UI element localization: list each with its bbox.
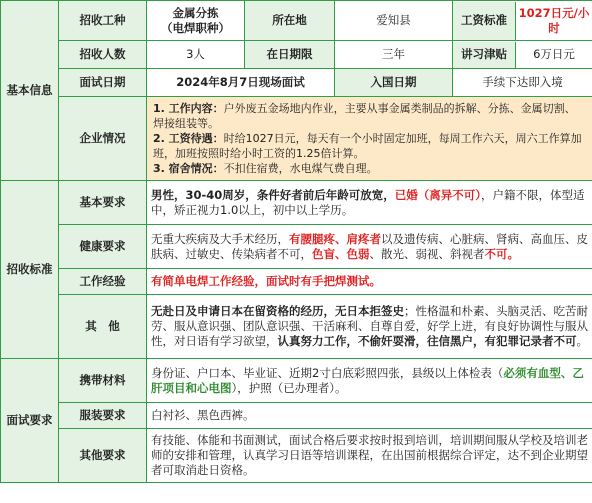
allowance-value: 6万日元 — [533, 47, 575, 61]
company-work-title: 1. 工作内容： — [153, 102, 224, 115]
materials-medical: 必须有血型、乙肝项目和心电图 — [151, 365, 584, 395]
basic-req-part3: ，户籍不限，体型适中，矫正视力1.0以上，初中以上学历。 — [151, 187, 585, 217]
section-basic-info: 基本信息 — [1, 1, 59, 181]
basic-req-married: 已婚（离异不可） — [394, 187, 482, 202]
company-label: 企业情况 — [59, 97, 147, 181]
count-label: 招收人数 — [59, 41, 147, 69]
company-pay-text: 时给1027日元，每天有一个小时固定加班，每周工作六天，周六工作算加班，加班按照时给小时工资的1.25倍计算。 — [153, 132, 582, 160]
allowance-cell — [453, 41, 592, 69]
materials-label: 携带材料 — [59, 359, 147, 403]
health-pain: 有腰腿疼、肩疼者 — [289, 231, 381, 246]
other-work-attitude: 认真努力工作，不偷奸耍滑，往信黑户，有犯罪记录者不可 — [277, 334, 577, 348]
materials-text — [147, 359, 592, 403]
company-work-text: 户外废五金场地内作业，主要从事金属类制品的拆解、分拣、金属切割、焊接组装等。 — [153, 102, 576, 130]
company-dorm-text: 不扣住宿费，水电煤气费自理。 — [223, 162, 378, 175]
health-req-label: 健康要求 — [59, 225, 147, 269]
interview-date-label: 面试日期 — [59, 69, 147, 97]
job-type-value — [147, 1, 245, 41]
clothes-text: 白衬衫、黑色西裤。 — [147, 403, 592, 429]
basic-req-part1: 男性，30-40周岁，条件好者前后年龄可放宽， — [151, 187, 395, 202]
experience-label: 工作经验 — [59, 269, 147, 295]
health-part1: 无重大疾病及大手术经历， — [151, 231, 289, 246]
allowance-label: 讲习津贴 — [453, 42, 516, 68]
materials-part1: 身份证、户口本、毕业证、近期2寸白底彩照四张，县级以上体检表（ — [151, 365, 504, 380]
term-label: 在日期限 — [245, 41, 335, 69]
experience-text: 有简单电焊工作经验，面试时有手把焊测试。 — [147, 269, 592, 295]
location-value: 爱知县 — [335, 1, 453, 41]
company-info — [147, 97, 592, 181]
health-part5: 、散光、弱视、斜视者 — [369, 246, 485, 261]
company-pay-title: 2. 工资待遇： — [153, 132, 224, 145]
health-req-text — [147, 225, 592, 269]
company-item-pay — [153, 131, 586, 161]
job-type-line2: （电焊职种） — [161, 20, 230, 35]
count-value: 3人 — [147, 41, 245, 69]
basic-req-label: 基本要求 — [59, 181, 147, 225]
term-value: 三年 — [335, 41, 453, 69]
materials-part3: ），护照（已办理者）。 — [231, 380, 347, 395]
section-interview-req: 面试要求 — [1, 359, 59, 483]
section-recruit-standard: 招收标准 — [1, 181, 59, 359]
other-req-label: 其 他 — [59, 295, 147, 359]
health-part3: 以及遗传病、心脏病、肾病、高血压、皮肤病、过敏史、传染病者不可， — [151, 231, 588, 261]
other-end: 。 — [576, 334, 588, 348]
company-item-dorm — [153, 161, 586, 176]
health-colorblind: 色盲、色弱 — [312, 246, 370, 261]
wage-cell — [453, 1, 592, 41]
entry-date-value: 手续下达即入境 — [453, 69, 592, 97]
other-interview-text: 有技能、体能和书面测试，面试合格后要求按时报到培训，培训期间服从学校及培训老师的安排和管理，认真学习日语等培训课程，在出国前根据综合评定，达不到企业期望者可取消赴日资格。 — [147, 429, 592, 483]
job-type-label: 招收工种 — [59, 1, 147, 41]
interview-date-value: 2024年8月7日现场面试 — [147, 69, 335, 97]
location-label: 所在地 — [245, 1, 335, 41]
other-interview-label: 其他要求 — [59, 429, 147, 483]
basic-req-text — [147, 181, 592, 225]
health-not-allowed: 不可。 — [484, 246, 519, 261]
job-type-line1: 金属分拣 — [172, 5, 219, 20]
company-item-work — [153, 101, 586, 131]
wage-value: 1027日元/小时 — [518, 5, 590, 35]
other-req-text — [147, 295, 592, 359]
company-dorm-title: 3. 宿舍情况： — [153, 162, 224, 175]
wage-label: 工资标准 — [453, 2, 516, 40]
clothes-label: 服装要求 — [59, 403, 147, 429]
entry-date-label: 入国日期 — [335, 69, 453, 97]
other-personality: ；性格温和朴素、头脑灵活、吃苦耐劳、服从意识强、团队意识强、干活麻利、自尊自爱，好学上进，有良好协调性与服从性，对日语有学习欲望， — [151, 304, 588, 348]
other-no-visa-history: 无赴日及申请日本在留资格的经历，无日本拒签史 — [151, 304, 404, 318]
